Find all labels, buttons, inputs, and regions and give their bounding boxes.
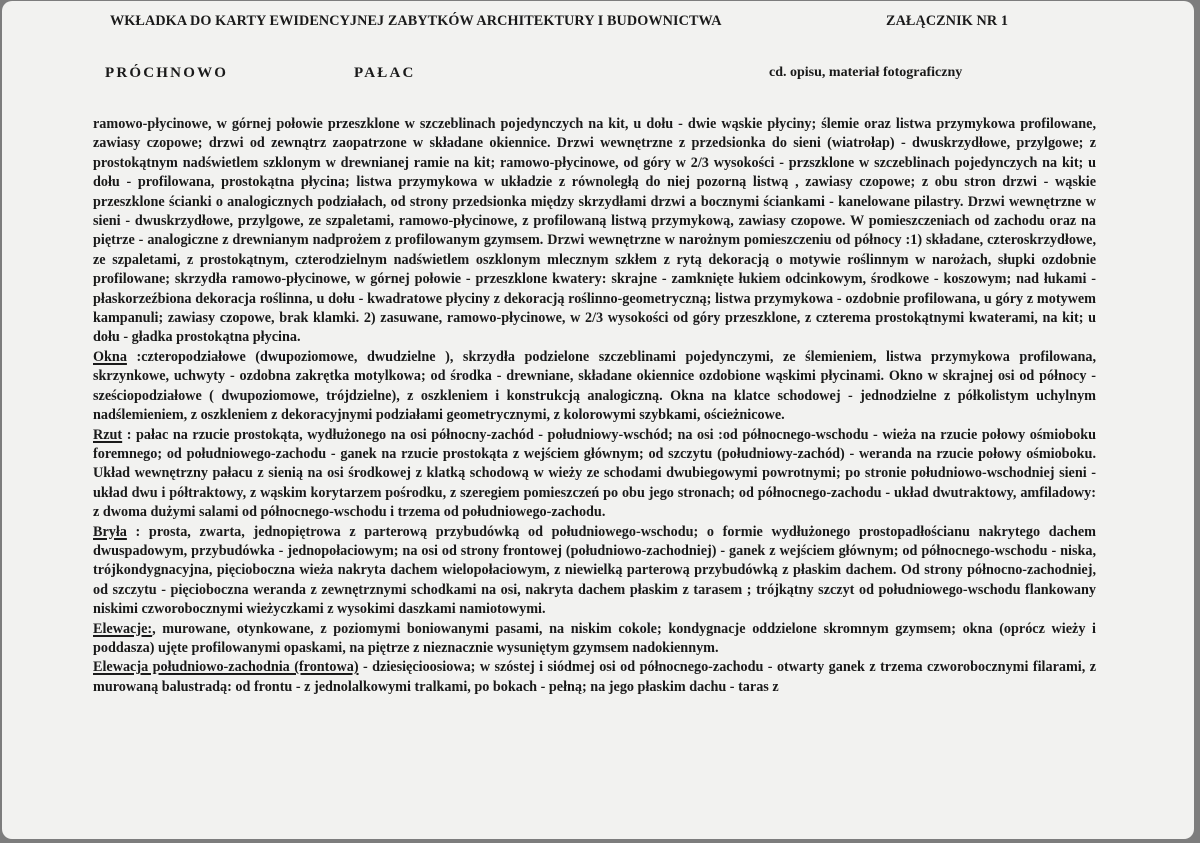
plan-text: : pałac na rzucie prostokąta, wydłużonego na osi północny-zachód - południowy-wschód; na osi :od północnego-wschodu - wieża na rzucie połowy ośmioboku foremnego; od południowego-zachodu - ganek na rzucie prostokąta z wejściem głównym; od szczytu (południowy-zachód) - weranda na rzucie połowy ośmioboku. Układ wewnętrzny pałacu z sienią na osi środkowej z klatką schodową w wieży ze schodami dwubiegowymi powrotnymi; po stronie południowo-wschodniej sieni - układ dwu i półtraktowy, z wąskim korytarzem pośrodku, z szeregiem pomieszczeń po obu jego stronach; od północnego-zachodu - układ dwutraktowy, amfiladowy: z dwoma dużymi salami od północnego-wschodu i trzema od południowego-zachodu.	[93, 426, 1096, 521]
section-label-elewacja-frontowa: Elewacja południowo-zachodnia (frontowa)	[93, 659, 359, 676]
windows-text: :czteropodziałowe (dwupoziomowe, dwudzielne ), skrzydła podzielone szczeblinami pojedynczymi, ze ślemieniem, listwa przymykowa profilowana, skrzynkowe, uchwyty - ozdobna zakrętka motylkowa; od środka - drewniane, składane okiennice ozdobione wąskimi płycinami. Okno w skrajnej osi od północy - sześciopodziałowe ( dwupoziomowe, trójdzielne), z oszkleniem i konstrukcją analogiczną. Okna na klatce schodowej - jednodzielne z półkolistym uchylnym nadślemieniem, z oszkleniem z dekoracyjnymi podziałami geometrycznymi, z kolorowymi szybkami, ościeżnicowe.	[93, 348, 1096, 424]
doors-text: ramowo-płycinowe, w górnej połowie przeszklone w szczeblinach pojedynczych na kit, u dołu - dwie wąskie płyciny; ślemie oraz listwa przymykowa profilowane, zawiasy czopowe; drzwi od zewnątrz zaopatrzone w składane okiennice. Drzwi wewnętrzne z przedsionka do sieni (wiatrołap) - dwuskrzydłowe, przylgowe; z prostokątnym nadświetlem szklonym w drewnianej ramie na kit; ramowo-płycinowe, od góry w 2/3 wysokości - przszklone w szczeblinach pojedynczych na kit; u dołu - profilowana, prostokątna płycina; listwa przymykowa w układzie z równoległą do niej pozorną listwą , zawiasy czopowe; z obu stron drzwi - wąskie przeszklone ścianki o analogicznych podziałach, od strony przedsionka między skrzydłami drzwi a bocznymi ściankami - kanelowane pilastry. Drzwi wewnętrzne w sieni - dwuskrzydłowe, przylgowe, ze szpaletami, ramowo-płycinowe, z profilowaną listwą przymykową, zawiasy czopowe. W pomieszczeniach od zachodu oraz na piętrze - analogiczne z drewnianym nadprożem z profilowanym gzymsem. Drzwi wewnętrzne w narożnym pomieszczeniu od północy :1) składane, czteroskrzydłowe, ze szpaletami, z prostokątnym, czterodzielnym nadświetlem oszklonym mlecznym szkłem z rytą dekoracją o motywie roślinnym w narożach, słupki ozdobnie profilowane; skrzydła ramowo-płycinowe, w górnej połowie - przeszklone kwatery: skrajne - zamknięte łukiem odcinkowym, środkowe - koszowym; nad łukami - płaskorzeźbiona dekoracja roślinna, u dołu - kwadratowe płyciny z dekoracją roślinno-geometryczną; listwa przymykowa - ozdobnie profilowana, u góry z motywem kampanuli; zawiasy czopowe, brak klamki. 2) zasuwane, ramowo-płycinowe, w 2/3 wysokości od góry przeszklone, z czterema prostokątnymi kwaterami, na kit; u dołu - gładka prostokątna płycina.	[93, 116, 1096, 346]
paragraph-windows	[93, 348, 1096, 426]
paragraph-front-elevation	[93, 658, 1096, 697]
continuation-note: cd. opisu, materiał fotograficzny	[769, 65, 963, 80]
paragraph-elevations	[93, 620, 1096, 659]
section-label-bryla: Bryła	[93, 523, 127, 540]
description-body	[93, 115, 1096, 697]
object-name: PAŁAC	[354, 65, 416, 81]
paragraph-plan	[93, 426, 1096, 523]
section-label-elewacje: Elewacje:	[93, 620, 153, 637]
document-header-title: WKŁADKA DO KARTY EWIDENCYJNEJ ZABYTKÓW ARCHITEKTURY I BUDOWNICTWA	[110, 13, 722, 29]
front-elevation-text: - dziesięcioosiowa; w szóstej i siódmej osi od północnego-zachodu - otwarty ganek z trzema czworobocznymi filarami, z murowaną balustradą: od frontu - z jednolalkowymi tralkami, po bokach - pełną; na jego płaskim dachu - taras z	[93, 659, 1096, 695]
paragraph-massing	[93, 523, 1096, 620]
massing-text: : prosta, zwarta, jednopiętrowa z parterową przybudówką od południowego-wschodu; o formie wydłużonego prostopadłościanu nakrytego dachem dwuspadowym, przybudówka - jednopołaciowym; na osi od strony frontowej (południowo-zachodniej) - ganek z wejściem głównym; od północnego-wschodu - niska, trójkondygnacyjna, pięcioboczna wieża nakryta dachem wielopołaciowym, z niewielką parterową przybudówką z płaskim dachem. Od strony północno-zachodniej, od szczytu - pięcioboczna weranda z zewnętrznymi schodkami na osi, nakryta dachem płaskim z tarasem ; trójkątny szczyt od południowego-wschodu flankowany niskimi czworobocznymi wieżyczkami z wysokimi daszkami namiotowymi.	[93, 523, 1096, 618]
paragraph-doors	[93, 115, 1096, 348]
place-name: PRÓCHNOWO	[105, 65, 229, 81]
elevations-text: , murowane, otynkowane, z poziomymi boniowanymi pasami, na niskim cokole; kondygnacje oddzielone skromnym gzymsem; okna (oprócz wieży i poddasza) ujęte profilowanymi opaskami, na piętrze z nieznacznie wysuniętym gzymsem nadokiennym.	[93, 620, 1096, 656]
annex-number: ZAŁĄCZNIK NR 1	[886, 13, 1009, 29]
section-label-okna: Okna	[93, 348, 127, 365]
document-page	[2, 1, 1194, 839]
section-label-rzut: Rzut	[93, 426, 123, 443]
